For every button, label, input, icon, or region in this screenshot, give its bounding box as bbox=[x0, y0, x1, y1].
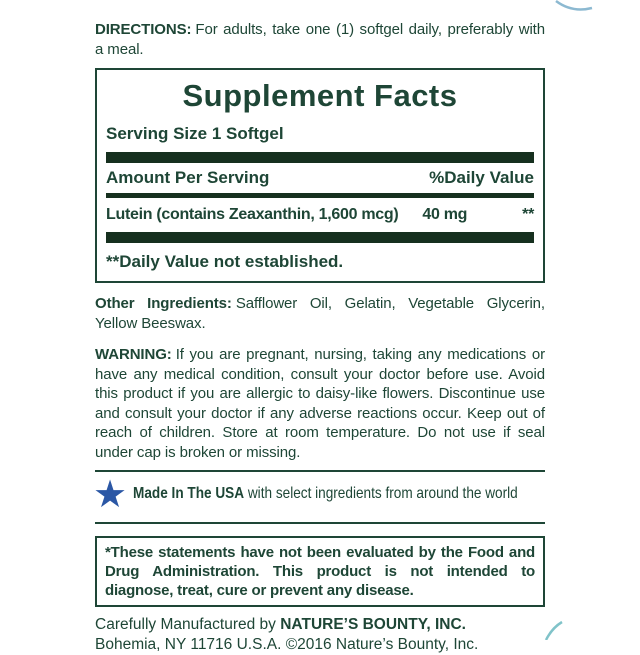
other-ingredients-label: Other Ingredients: bbox=[95, 295, 232, 312]
amount-per-serving-header: Amount Per Serving bbox=[106, 168, 270, 187]
horizontal-rule bbox=[95, 522, 545, 524]
directions-label: DIRECTIONS: bbox=[95, 21, 192, 38]
manufacturer-line1 bbox=[95, 615, 545, 635]
made-in-usa-tagline: with select ingredients from around the world bbox=[244, 485, 518, 502]
warning-label: WARNING: bbox=[95, 346, 172, 363]
warning-paragraph bbox=[95, 345, 545, 462]
serving-size: Serving Size 1 Softgel bbox=[106, 124, 284, 143]
made-in-usa-text bbox=[133, 485, 518, 503]
other-ingredients-paragraph bbox=[95, 294, 545, 333]
manufacturer-info bbox=[95, 615, 545, 655]
horizontal-rule bbox=[95, 470, 545, 472]
manufacturer-line2: Bohemia, NY 11716 U.S.A. ©2016 Nature’s Bounty, Inc. bbox=[95, 636, 479, 653]
label-content bbox=[95, 0, 545, 655]
manufacturer-prefix: Carefully Manufactured by bbox=[95, 616, 281, 633]
warning-text: If you are pregnant, nursing, taking any medications or have any medical condition, consult your doctor before use. Avoid this product if you are allergic to daisy-like flowers. Discontinue use and consult your doctor if any adverse reactions occur. Keep out of reach of children. Store at room temperature. Do not use if seal under cap is broken or missing. bbox=[95, 346, 545, 461]
divider-bar-thick bbox=[106, 152, 534, 163]
supplement-facts-panel bbox=[95, 68, 545, 283]
fda-disclaimer-box: *These statements have not been evaluated by the Food and Drug Administration. This product is not intended to diagnose, treat, cure or prevent any disease. bbox=[95, 536, 545, 607]
directions-paragraph bbox=[95, 20, 545, 59]
nutrient-daily-value: ** bbox=[522, 206, 534, 223]
nutrient-name: Lutein (contains Zeaxanthin, 1,600 mcg) bbox=[106, 206, 399, 223]
supplement-facts-title: Supplement Facts bbox=[182, 78, 458, 113]
directions-text: For adults, take one (1) softgel daily, preferably with a meal. bbox=[95, 21, 545, 58]
nutrient-amount: 40 mg bbox=[422, 206, 468, 223]
divider-bar-thick bbox=[106, 232, 534, 243]
daily-value-header: %Daily Value bbox=[429, 168, 534, 187]
made-in-usa-label: Made In The USA bbox=[133, 485, 245, 502]
facts-header-row bbox=[106, 163, 534, 193]
nutrient-row bbox=[106, 198, 534, 232]
daily-value-footnote: **Daily Value not established. bbox=[106, 252, 344, 271]
star-icon: ★ bbox=[93, 472, 128, 516]
other-ingredients-text: Safflower Oil, Gelatin, Vegetable Glycerin, Yellow Beeswax. bbox=[95, 295, 545, 332]
manufacturer-name: NATURE’S BOUNTY, INC. bbox=[280, 616, 466, 633]
made-in-usa-row bbox=[95, 474, 545, 514]
